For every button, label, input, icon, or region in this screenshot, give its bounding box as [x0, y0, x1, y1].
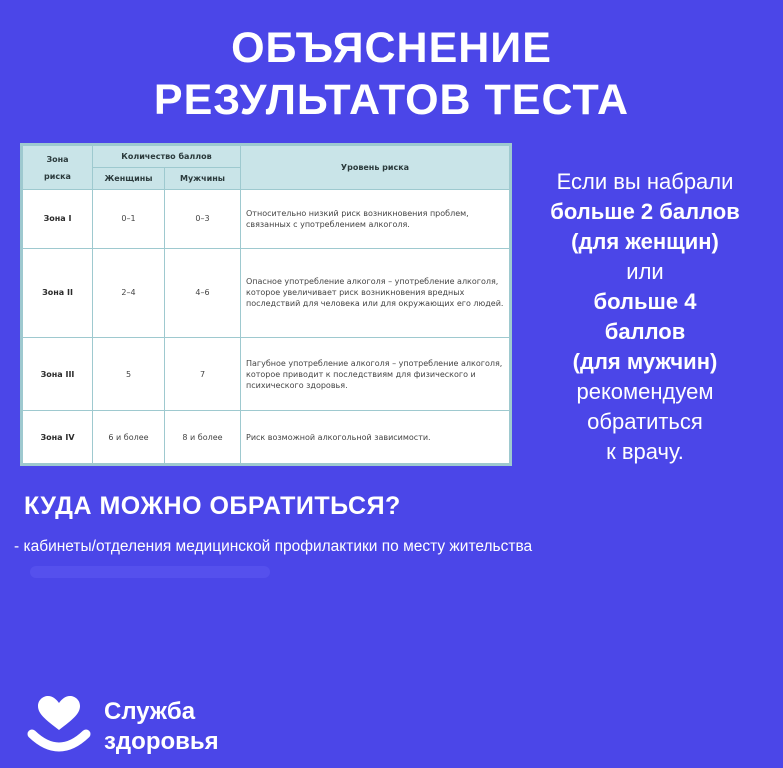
title-line-2: РЕЗУЛЬТАТОВ ТЕСТА: [153, 76, 630, 124]
where-heading: КУДА МОЖНО ОБРАТИТЬСЯ?: [24, 492, 401, 520]
logo-text: [104, 697, 219, 757]
risk-table-container: [20, 143, 512, 466]
header-men: Мужчины: [165, 168, 241, 190]
title-line-1: ОБЪЯСНЕНИЕ: [231, 24, 552, 72]
header-points: Количество баллов: [93, 146, 241, 168]
header-zone: Зона риска: [23, 146, 93, 190]
header-risk-level: Уровень риска: [241, 146, 510, 190]
heart-smile-icon: [24, 694, 94, 761]
page-title: [0, 22, 783, 126]
risk-table: [22, 145, 510, 464]
header-women: Женщины: [93, 168, 165, 190]
table-row: Зона II 2–4 4–6 Опасное употребление алкоголя – употребление алкоголя, которое увеличивает риск возникновения вредных последствий для человека или для окружающих его людей.: [23, 248, 510, 337]
logo-line-1: Служба: [104, 698, 196, 725]
table-row: Зона I 0–1 0–3 Относительно низкий риск возникновения проблем, связанных с употреблением алкоголя.: [23, 190, 510, 249]
logo-line-2: здоровья: [104, 728, 219, 755]
recommendation-text: Если вы набрали больше 2 баллов (для женщин) или больше 4 баллов (для мужчин) рекомендуем обратиться к врачу.: [550, 169, 740, 464]
table-row: Зона III 5 7 Пагубное употребление алкоголя – употребление алкоголя, которое приводит к последствиям для физического и психического здоровья.: [23, 338, 510, 411]
where-item: - кабинеты/отделения медицинской профилактики по месту жительства: [14, 538, 533, 555]
table-row: Зона IV 6 и более 8 и более Риск возможной алкогольной зависимости.: [23, 411, 510, 464]
faded-text-placeholder: [30, 566, 270, 578]
